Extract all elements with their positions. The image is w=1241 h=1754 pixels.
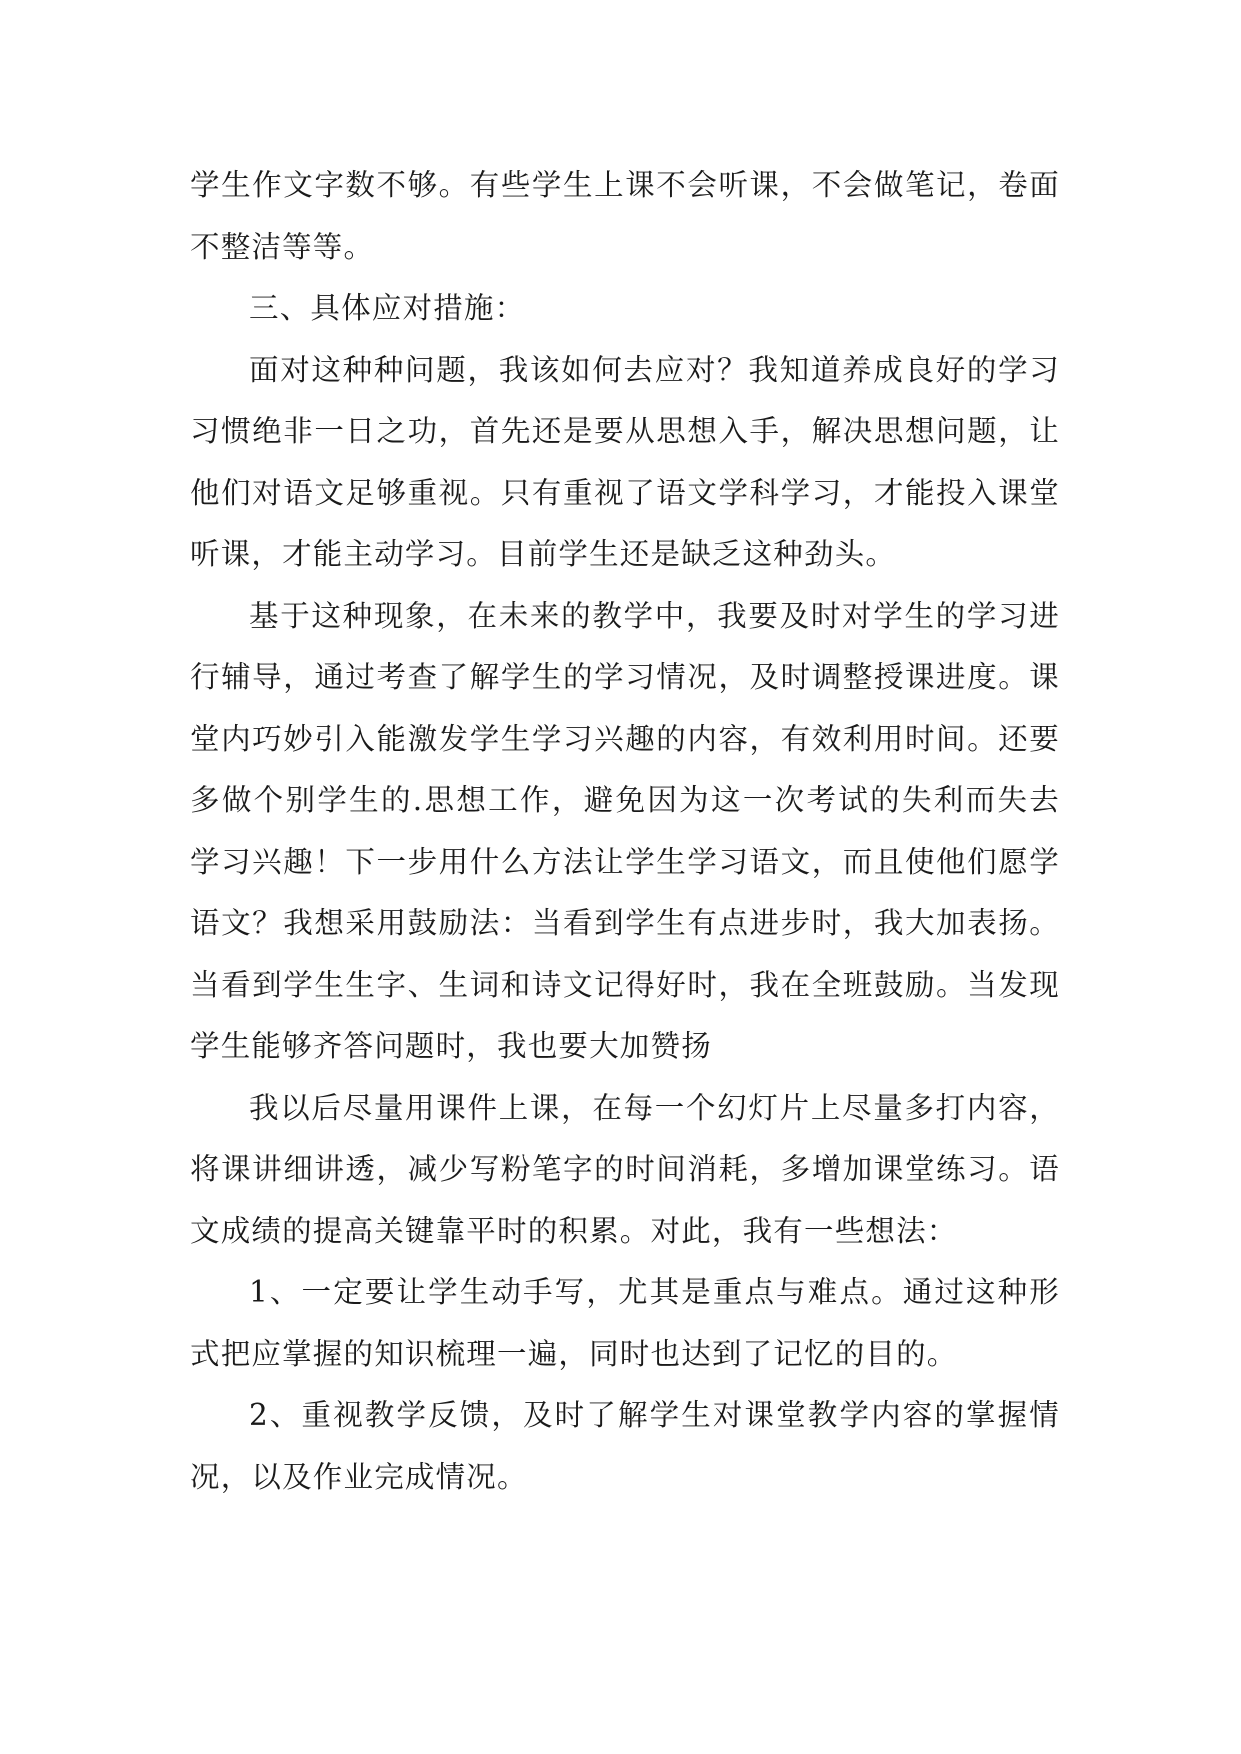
paragraph-courseware: 我以后尽量用课件上课，在每一个幻灯片上尽量多打内容，将课讲细讲透，减少写粉笔字的时间消耗，多增加课堂练习。语文成绩的提高关键靠平时的积累。对此，我有一些想法：	[190, 1090, 1060, 1248]
document-body	[190, 155, 1060, 1508]
paragraph-teaching-plan: 基于这种现象，在未来的教学中，我要及时对学生的学习进行辅导，通过考查了解学生的学习情况，及时调整授课进度。课堂内巧妙引入能激发学生学习兴趣的内容，有效利用时间。还要多做个别学生的.思想工作，避免因为这一次考试的失利而失去学习兴趣！下一步用什么方法让学生学习语文，而且使他们愿学语文？我想采用鼓励法：当看到学生有点进步时，我大加表扬。当看到学生生字、生词和诗文记得好时，我在全班鼓励。当发现学生能够齐答问题时，我也要大加赞扬	[190, 598, 1060, 1063]
paragraph-facing-problems: 面对这种种问题，我该如何去应对？我知道养成良好的学习习惯绝非一日之功，首先还是要从思想入手，解决思想问题，让他们对语文足够重视。只有重视了语文学科学习，才能投入课堂听课，才能主动学习。目前学生还是缺乏这种劲头。	[190, 352, 1060, 571]
list-item-1: 1、一定要让学生动手写，尤其是重点与难点。通过这种形式把应掌握的知识梳理一遍，同时也达到了记忆的目的。	[190, 1275, 1060, 1371]
list-item-2: 2、重视教学反馈，及时了解学生对课堂教学内容的掌握情况，以及作业完成情况。	[190, 1398, 1060, 1494]
section-heading-measures: 三、具体应对措施：	[249, 291, 526, 325]
paragraph-continuation: 学生作文字数不够。有些学生上课不会听课，不会做笔记，卷面不整洁等等。	[190, 168, 1060, 264]
